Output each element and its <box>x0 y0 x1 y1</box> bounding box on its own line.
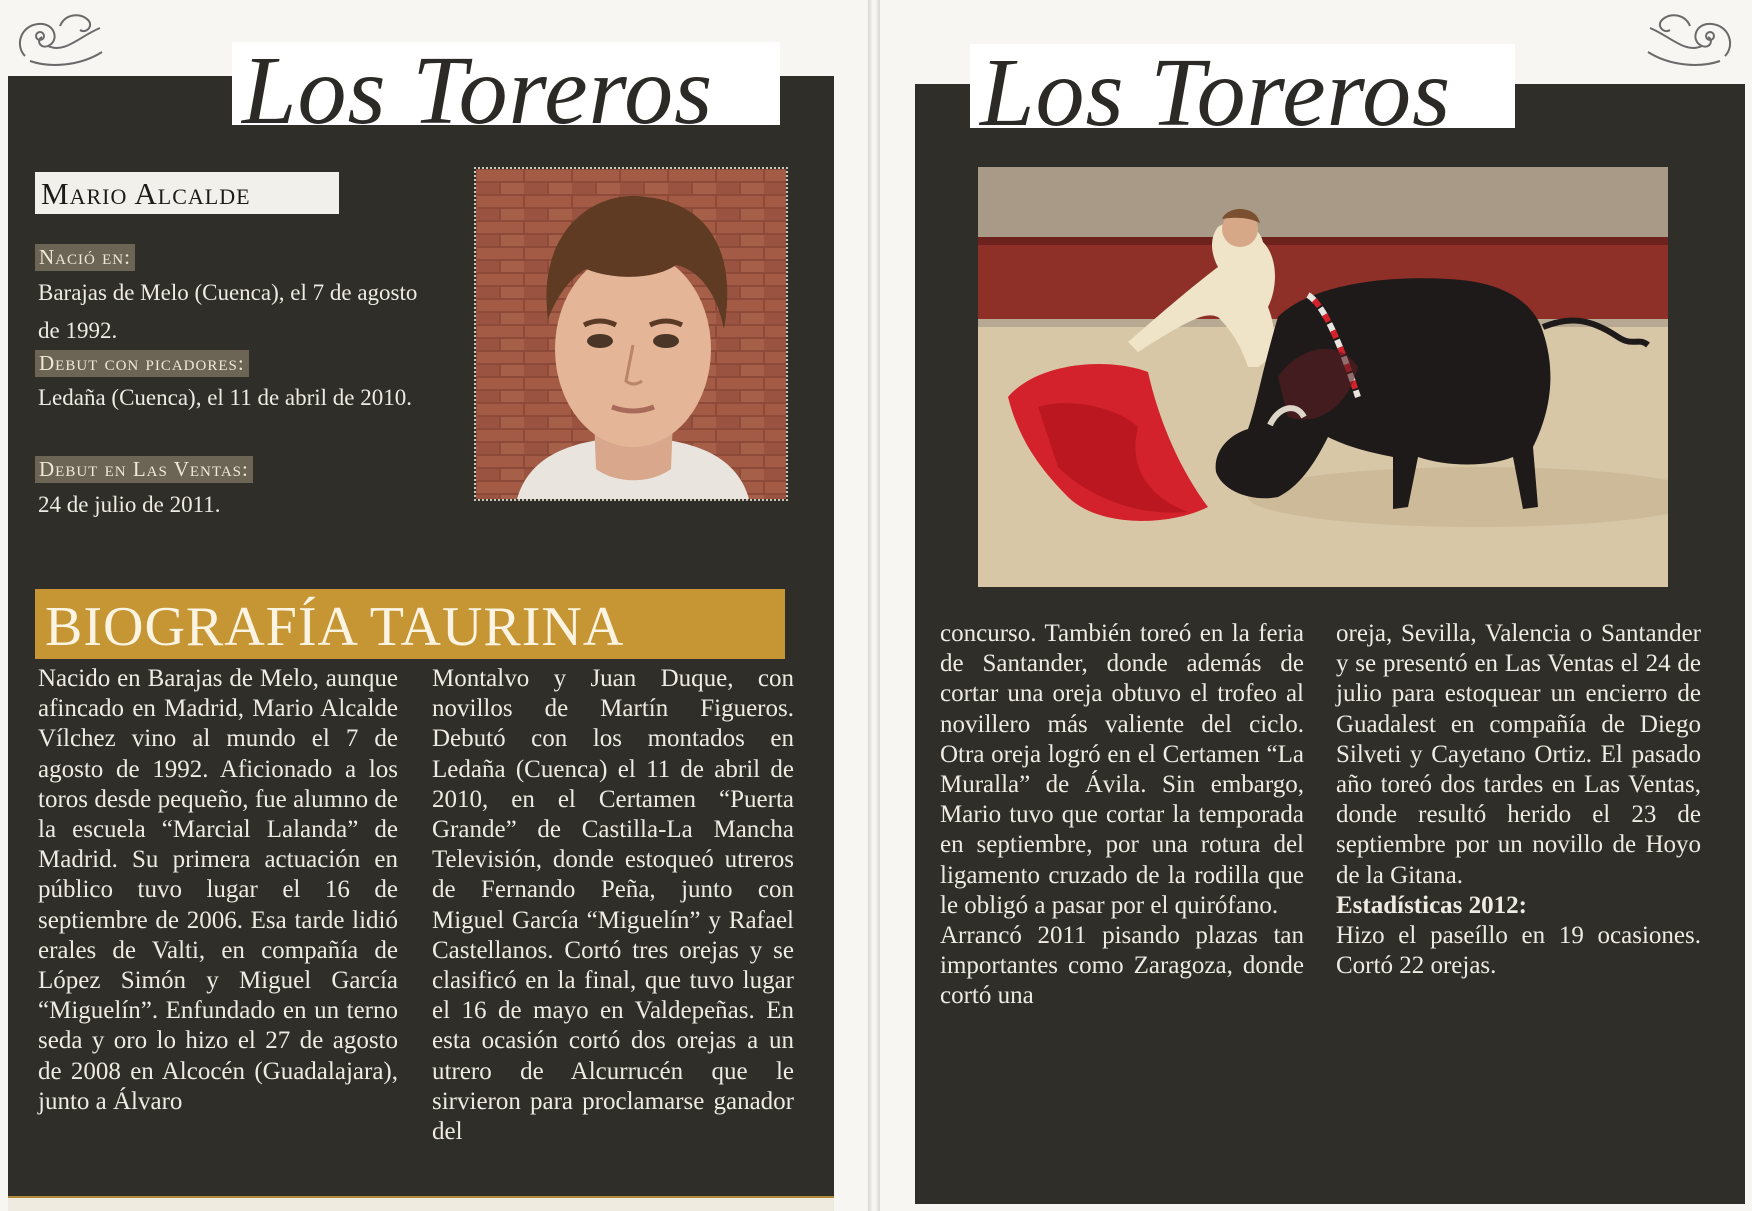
bio-column-4 <box>1336 619 1701 981</box>
left-title-box <box>232 37 780 145</box>
right-title-box <box>970 39 1515 147</box>
torero-name-box <box>35 172 339 214</box>
stats-heading: Estadísticas 2012: <box>1336 891 1527 919</box>
flourish-ornament-left <box>10 6 110 76</box>
bio-heading-bar <box>35 589 785 659</box>
picadores-label-box <box>35 350 249 377</box>
ventas-value: 24 de julio de 2011. <box>38 492 221 517</box>
bio-column-2 <box>432 664 794 1147</box>
bio-col3-text-2: Arrancó 2011 pisando plazas tan importantes como Zaragoza, donde cortó una <box>940 922 1304 1010</box>
born-label-box <box>35 244 135 271</box>
ventas-label-box <box>35 456 253 483</box>
born-value: Barajas de Melo (Cuenca), el 7 de agosto de 1992. <box>38 280 418 343</box>
bio-heading: BIOGRAFÍA TAURINA <box>45 596 625 658</box>
bullfight-photo <box>978 167 1668 587</box>
flourish-ornament-right <box>1640 6 1740 76</box>
stats-text: Hizo el paseíllo en 19 ocasiones. Cortó 22 orejas. <box>1336 922 1701 980</box>
torero-portrait-photo <box>474 167 788 501</box>
bio-col3-text-1: concurso. También toreó en la feria de Santander, donde además de cortar una oreja obtuvo el trofeo al novillero más valiente del ciclo. Otra oreja logró en el Certamen “La Muralla” de Ávila. Sin embargo, Mario tuvo que cortar la temporada en septiembre, por una rotura del ligamento cruzado de la rodilla que le obligó a pasar por el quirófano. <box>940 620 1304 919</box>
ventas-label: Debut en Las Ventas: <box>39 457 249 481</box>
left-bottom-strip <box>8 1196 834 1211</box>
bio-col2-text: Montalvo y Juan Duque, con novillos de Martín Figueros. Debutó con los montados en Ledaña (Cuenca) el 11 de abril de 2010, en el Certamen “Puerta Grande” de Castilla-La Mancha Televisión, donde estoqueó utreros de Fernando Peña, junto con Miguel García “Miguelín” y Rafael Castellanos. Cortó tres orejas y se clasificó en la final, que tuvo lugar el 16 de mayo en Valdepeñas. En esta ocasión cortó dos orejas a un utrero de Alcurrucén que le sirvieron para proclamarse ganador del <box>432 665 794 1146</box>
born-label: Nació en: <box>39 245 131 269</box>
picadores-value: Ledaña (Cuenca), el 11 de abril de 2010. <box>38 385 413 410</box>
torero-name: Mario Alcalde <box>41 176 251 211</box>
bio-col4-text: oreja, Sevilla, Valencia o Santander y se presentó en Las Ventas el 24 de julio para estoquear un encierro de Guadalest en compañía de Diego Silveti y Cayetano Ortiz. El pasado año toreó dos tardes en Las Ventas, donde resultó herido el 23 de septiembre por un novillo de Hoyo de la Gitana. <box>1336 620 1701 889</box>
page-gutter <box>868 0 880 1211</box>
bio-column-1 <box>38 664 398 1117</box>
bio-column-3 <box>940 619 1304 1012</box>
page-title-left: Los Toreros <box>242 37 714 145</box>
picadores-label: Debut con picadores: <box>39 351 245 375</box>
bio-col1-text: Nacido en Barajas de Melo, aunque afincado en Madrid, Mario Alcalde Vílchez vino al mundo el 7 de agosto de 1992. Aficionado a los toros desde pequeño, fue alumno de la escuela “Marcial Lalanda” de Madrid. Su primera actuación en público tuvo lugar el 16 de septiembre de 2006. Esa tarde lidió erales de Valti, en compañía de López Simón y Miguel García “Miguelín”. Enfundado en un terno seda y oro lo hizo el 27 de agosto de 2008 en Alcocén (Guadalajara), junto a Álvaro <box>38 665 398 1115</box>
page-title-right: Los Toreros <box>980 39 1452 147</box>
